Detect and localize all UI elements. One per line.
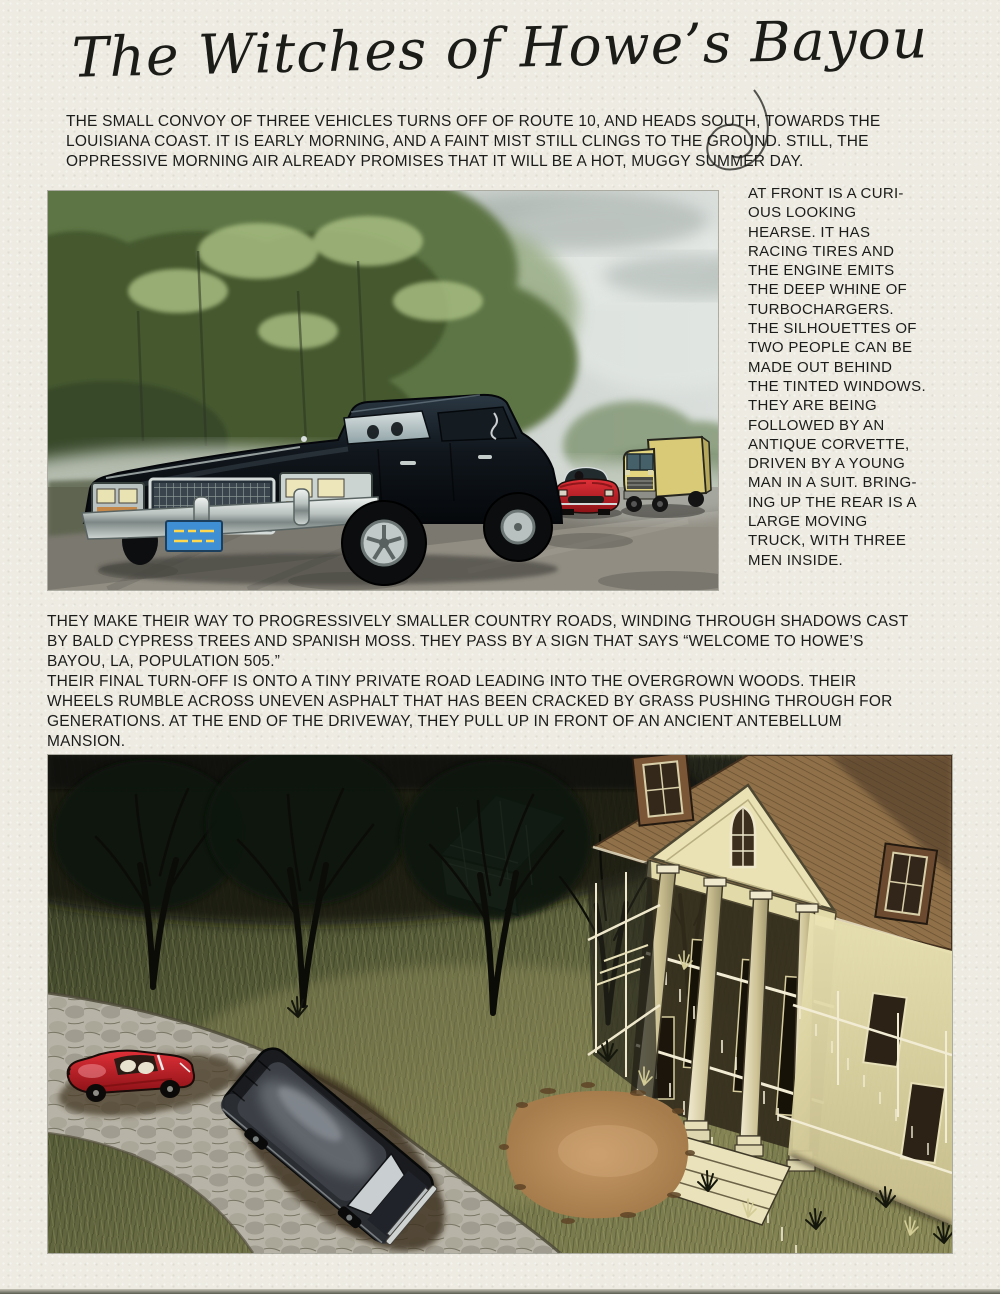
text-line: GENERATIONS. AT THE END OF THE DRIVEWAY, THEY PULL UP IN FRONT OF AN ANCIENT ANTEBELLUM xyxy=(47,713,842,730)
text-line: TWO PEOPLE CAN BE xyxy=(748,339,913,357)
text-line: ING UP THE REAR IS A xyxy=(748,493,917,511)
text-line: FOLLOWED BY AN xyxy=(748,416,885,434)
text-line: THEY MAKE THEIR WAY TO PROGRESSIVELY SMALLER COUNTRY ROADS, WINDING THROUGH SHADOWS CAST xyxy=(47,613,909,630)
text-line: BAYOU, LA, POPULATION 505.” xyxy=(47,653,281,670)
text-line: OUS LOOKING xyxy=(748,204,857,222)
dormer-window xyxy=(632,755,693,826)
dormer-window xyxy=(875,843,937,924)
text-line: HEARSE. IT HAS xyxy=(748,223,871,241)
text-line: LARGE MOVING xyxy=(748,513,868,531)
text-line: THE DEEP WHINE OF xyxy=(748,281,908,299)
text-line: THE TINTED WINDOWS. xyxy=(748,377,926,395)
text-line: THEIR FINAL TURN-OFF IS ONTO A TINY PRIVATE ROAD LEADING INTO THE OVERGROWN WOODS. THEIR xyxy=(47,673,857,690)
text-line: MADE OUT BEHIND xyxy=(748,358,893,376)
text-line: ANTIQUE CORVETTE, xyxy=(748,435,910,453)
text-line: MAN IN A SUIT. BRING- xyxy=(748,474,917,492)
sidebar-paragraph xyxy=(748,184,926,570)
text-line: THEY ARE BEING xyxy=(748,397,877,415)
text-line: TRUCK, WITH THREE xyxy=(748,532,907,550)
turnoff-paragraph xyxy=(47,672,893,752)
text-line: RACING TIRES AND xyxy=(748,242,895,260)
text-line: DRIVEN BY A YOUNG xyxy=(748,455,906,473)
page-bottom-edge xyxy=(0,1289,1000,1294)
text-line: AT FRONT IS A CURI- xyxy=(748,185,904,202)
text-line: WHEELS RUMBLE ACROSS UNEVEN ASPHALT THAT HAS BEEN CRACKED BY GRASS PUSHING THROUGH FOR xyxy=(47,693,893,710)
page-title: The Witches of Howe’s Bayou xyxy=(71,6,929,90)
text-line: THE SILHOUETTES OF xyxy=(748,320,917,338)
convoy-illustration xyxy=(48,191,718,590)
intro-paragraph xyxy=(66,112,880,172)
country-roads-paragraph xyxy=(47,612,908,672)
text-line: THE ENGINE EMITS xyxy=(748,262,895,280)
text-line: BY BALD CYPRESS TREES AND SPANISH MOSS. THEY PASS BY A SIGN THAT SAYS “WELCOME TO HOWE’S xyxy=(47,633,864,650)
text-line: MANSION. xyxy=(47,733,126,750)
text-line: TURBOCHARGERS. xyxy=(748,300,894,318)
text-line: MEN INSIDE. xyxy=(748,551,843,569)
mansion-illustration xyxy=(48,755,952,1253)
text-line: OPPRESSIVE MORNING AIR ALREADY PROMISES THAT IT WILL BE A HOT, MUGGY SUMMER DAY. xyxy=(66,153,804,170)
text-line: THE SMALL CONVOY OF THREE VEHICLES TURNS OFF OF ROUTE 10, AND HEADS SOUTH, TOWARDS THE xyxy=(66,113,881,130)
license-plate xyxy=(166,521,222,551)
text-line: LOUISIANA COAST. IT IS EARLY MORNING, AND A FAINT MIST STILL CLINGS TO THE GROUND. STILL, THE xyxy=(66,133,869,150)
